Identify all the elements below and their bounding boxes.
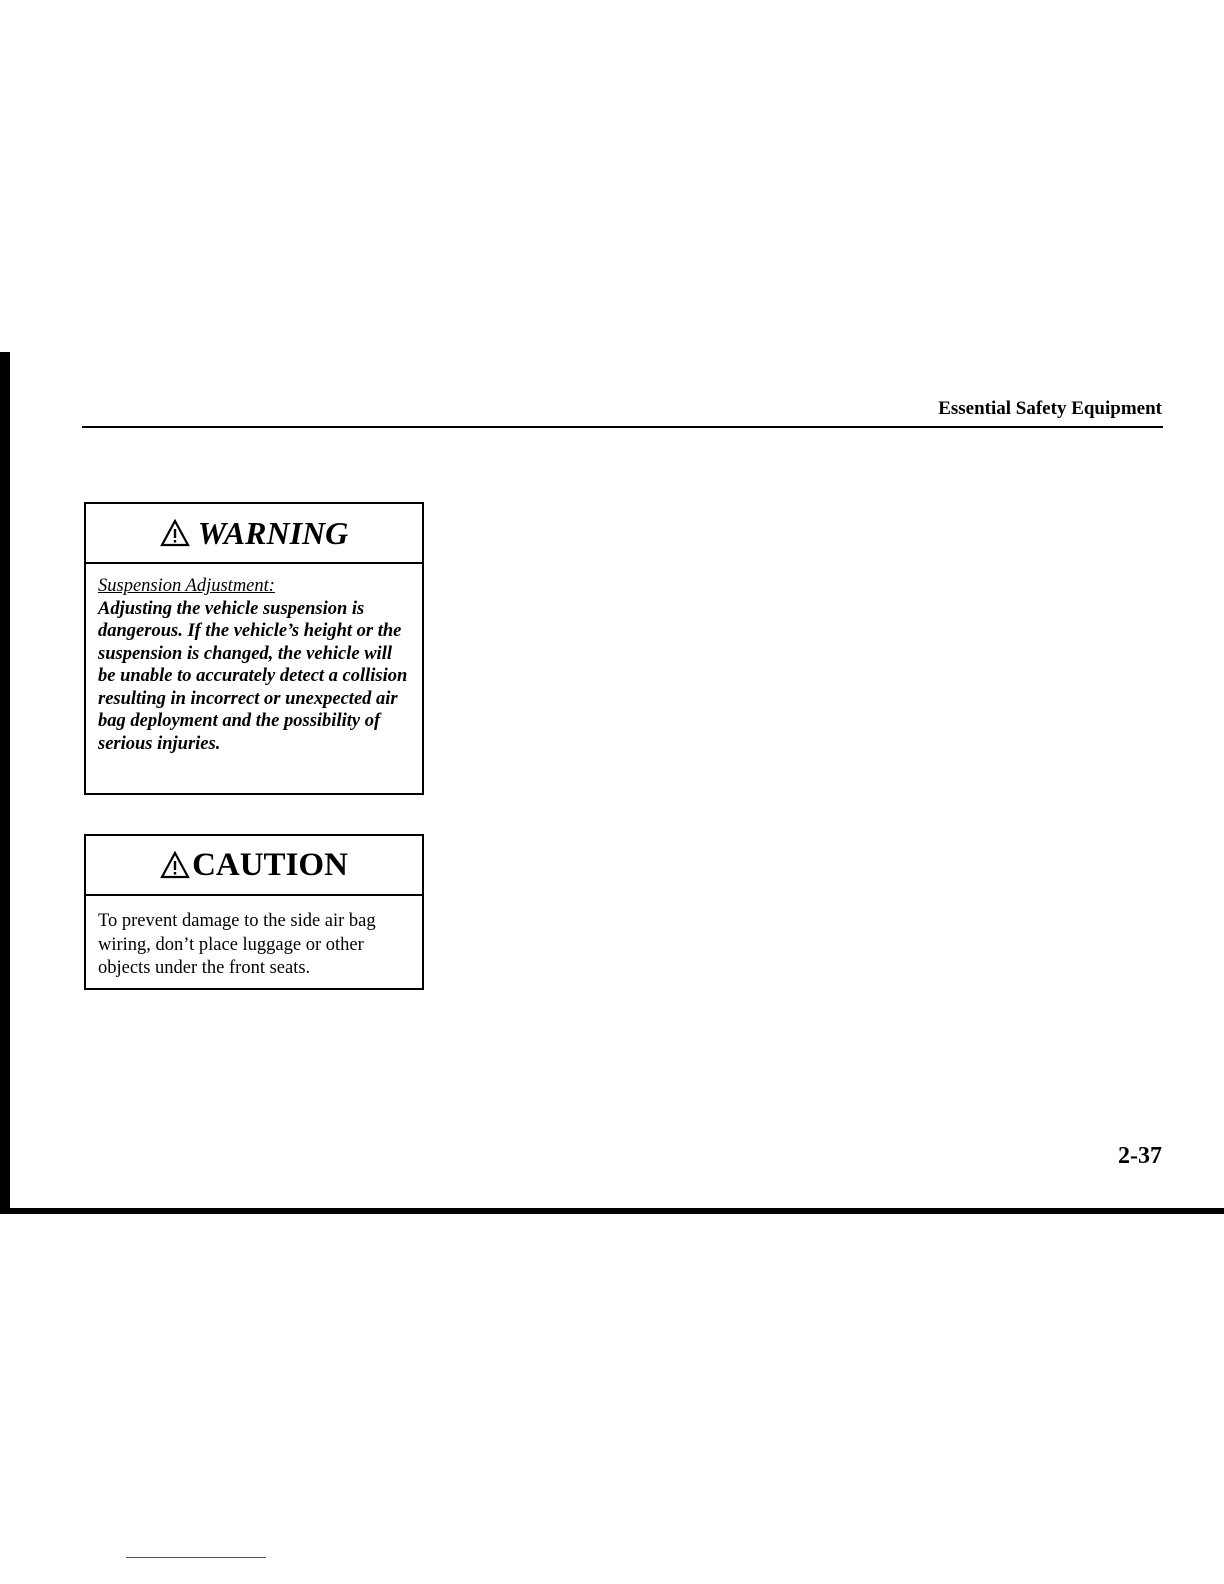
caution-box xyxy=(84,834,424,990)
section-title: Essential Safety Equipment xyxy=(938,398,1162,419)
warning-title: WARNING xyxy=(197,514,349,551)
warning-subheading: Suspension Adjustment: xyxy=(98,576,275,596)
page-bottom-bar xyxy=(0,1208,1224,1214)
caution-title: CAUTION xyxy=(192,846,348,883)
warning-triangle-icon xyxy=(160,519,190,547)
footer-link-underline xyxy=(126,1557,266,1558)
warning-text: Adjusting the vehicle suspension is dangerous. If the vehicle’s height or the suspension is changed, the vehicle will be unable to accurately detect a collision resulting in incorrect or unexpected air bag deployment and the possibility of serious injuries. xyxy=(98,598,408,754)
warning-body xyxy=(86,564,422,755)
caution-header xyxy=(86,836,422,896)
header-divider xyxy=(82,426,1163,428)
caution-triangle-icon xyxy=(160,851,190,879)
page-edge-bar xyxy=(0,352,10,1214)
warning-header xyxy=(86,504,422,564)
caution-text: To prevent damage to the side air bag wiring, don’t place luggage or other objects under the front seats. xyxy=(98,911,376,978)
warning-box xyxy=(84,502,424,795)
page-number: 2-37 xyxy=(1118,1143,1162,1169)
